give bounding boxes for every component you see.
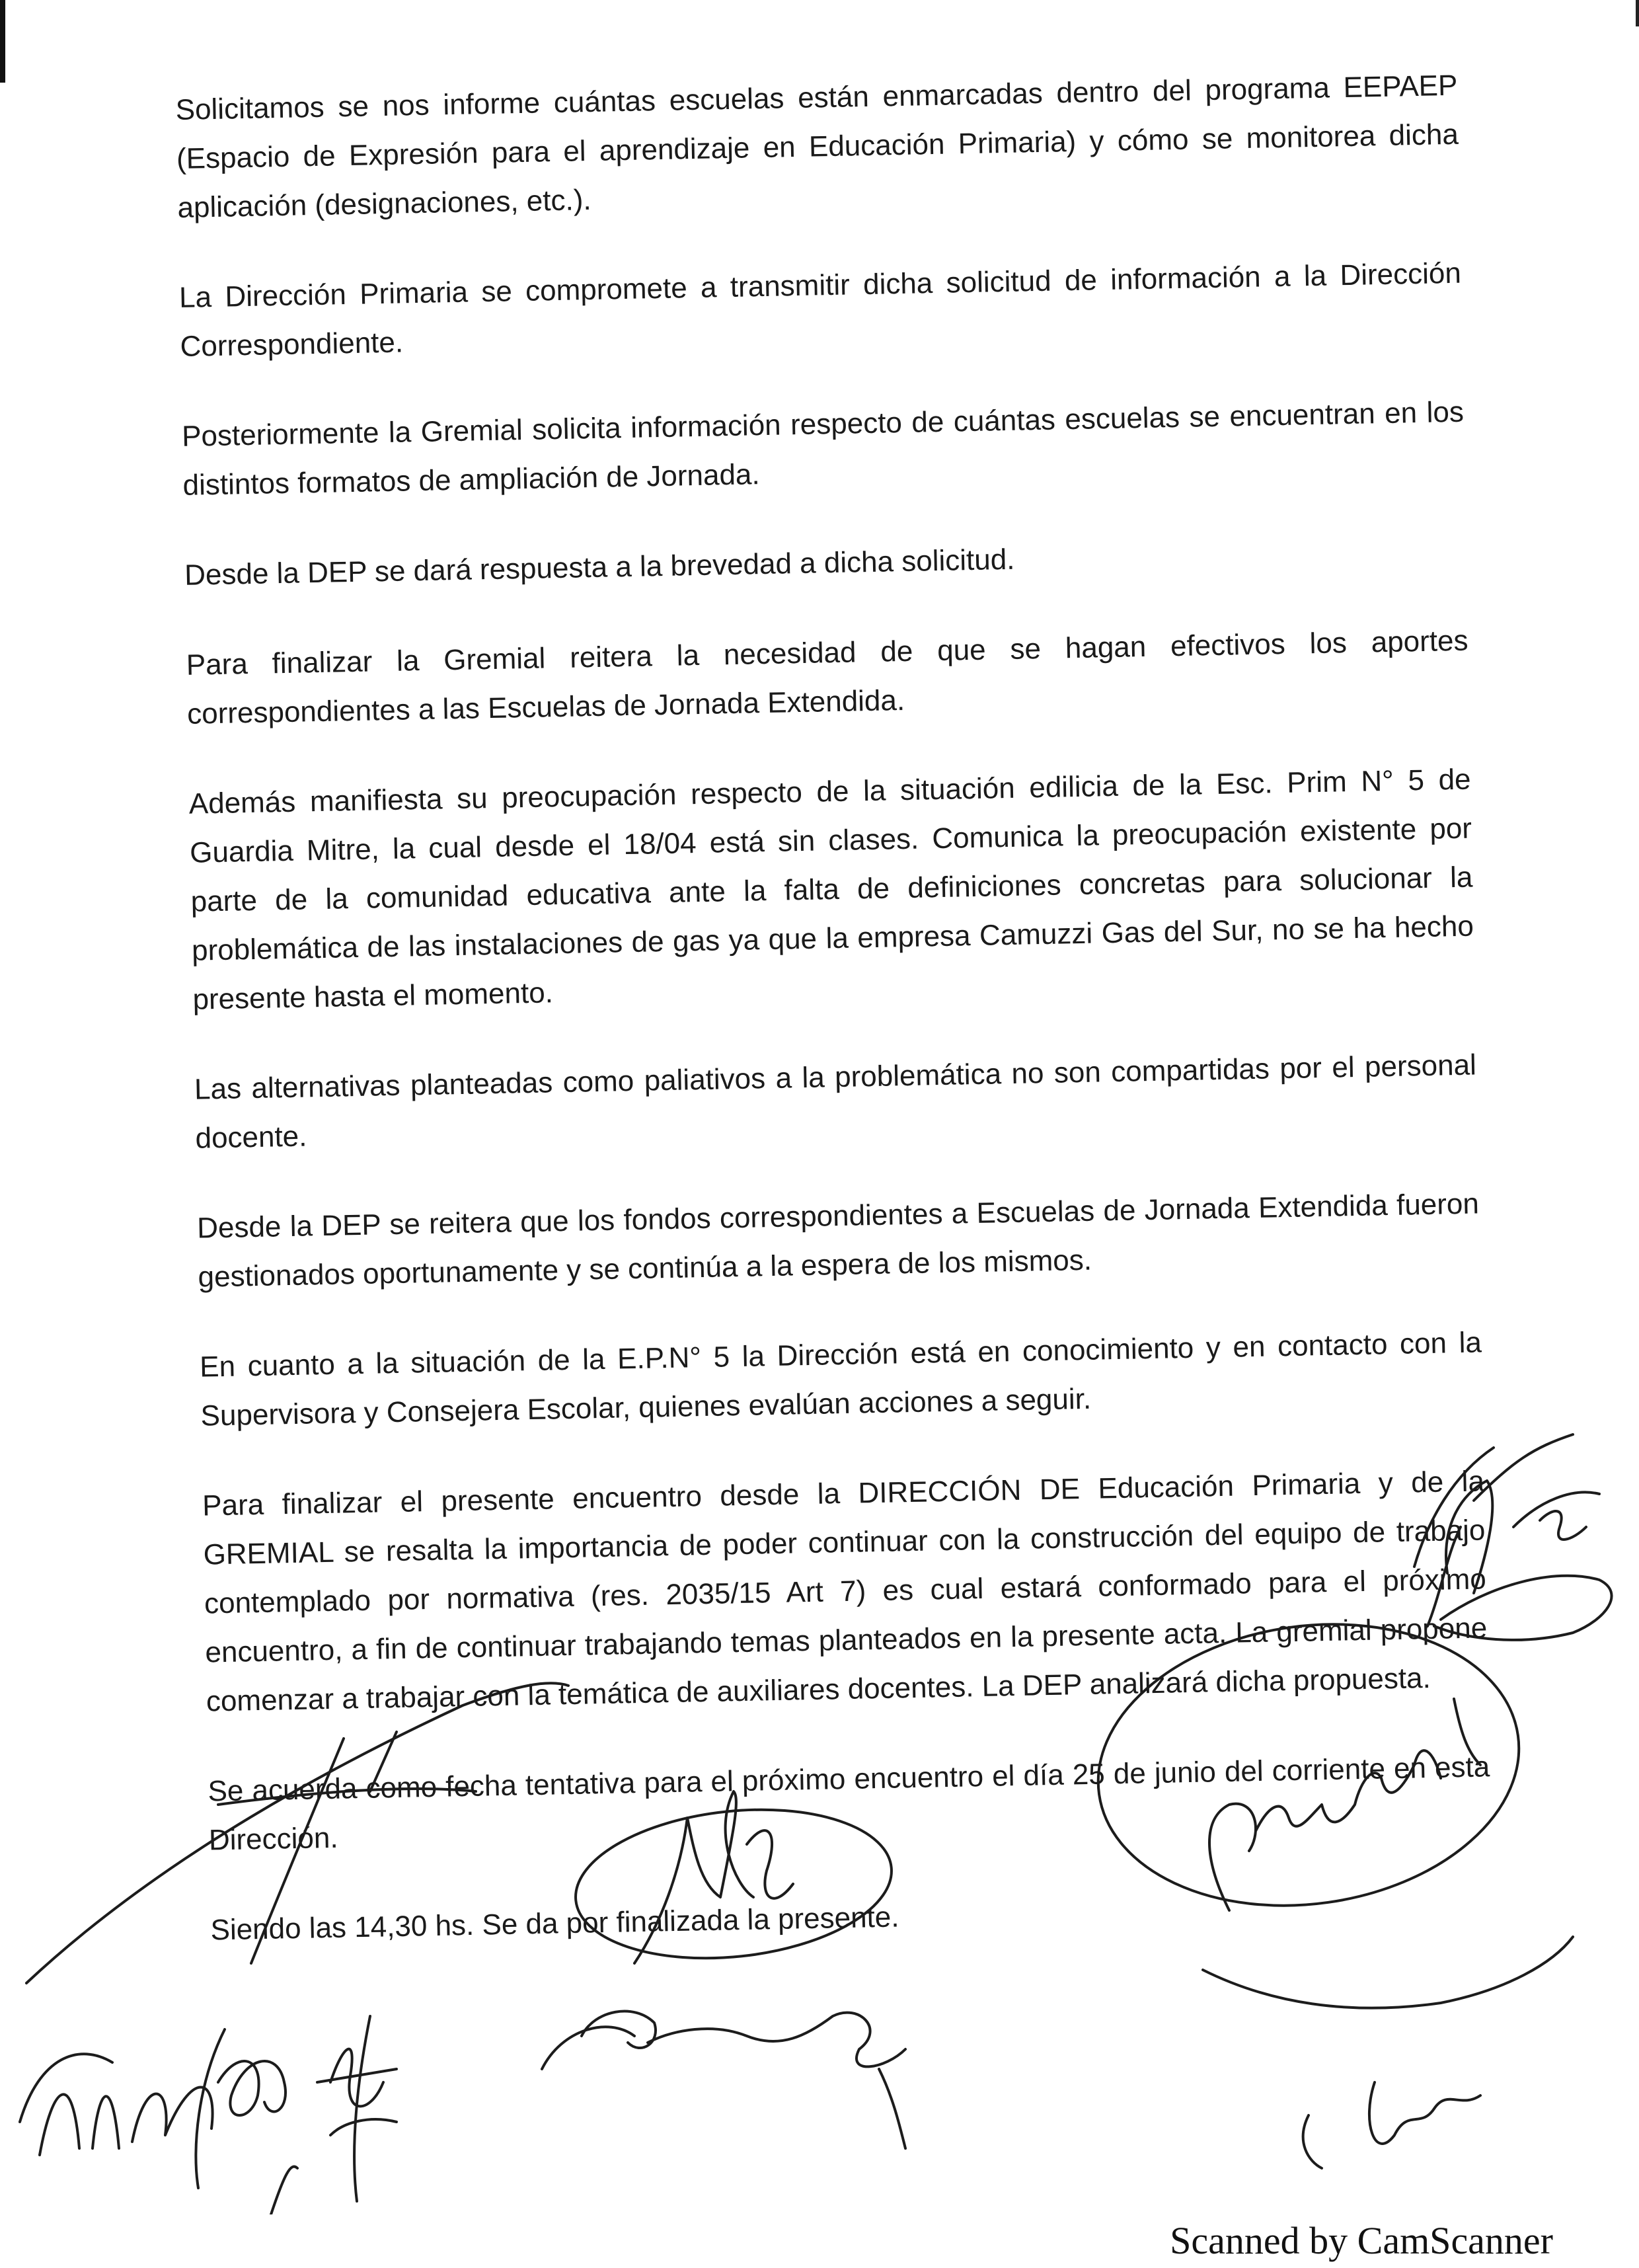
signatures-area <box>0 1421 1639 2214</box>
paragraph-ep-5-situation: En cuanto a la situación de la E.P.N° 5 la Dirección está en conocimiento y en contacto con la Supervisora y Consejera Escolar, quienes evalúan acciones a seguir. <box>199 1326 1482 1432</box>
paragraph-esc-prim-5-concern: Además manifiesta su preocupación respecto de la situación edilicia de la Esc. Prim N° 5 de Guardia Mitre, la cual desde el 18/04 está sin clases. Comunica la preocupación existente por parte de la comunidad educativa ante la falta de definiciones concretas para solucionar la problemática de las instalaciones de gas ya que la empresa Camuzzi Gas del Sur, no se ha hecho presente hasta el momento. <box>188 763 1474 1016</box>
paragraph-direction-commitment: La Dirección Primaria se compromete a transmitir dicha solicitud de información a la Dirección Correspondiente. <box>178 256 1462 363</box>
paragraph-dep-response: Desde la DEP se dará respuesta a la brevedad a dicha solicitud. <box>184 543 1015 592</box>
signature-middle-oval <box>542 1791 905 2148</box>
scan-edge-left <box>0 0 5 83</box>
paragraph-aportes: Para finalizar la Gremial reitera la necesidad de que se hagan efectivos los aportes correspondientes a las Escuelas de Jornada Extendida. <box>186 624 1468 730</box>
signature-left-large <box>20 1683 568 2188</box>
paragraph-jornada-request: Posteriormente la Gremial solicita información respecto de cuántas escuelas se encuentran en los distintos formatos de ampliación de Jornada. <box>181 395 1465 502</box>
paragraph-eepaep-request: Solicitamos se nos informe cuántas escuelas están enmarcadas dentro del programa EEPAEP (Espacio de Expresión para el aprendizaje en Educación Primaria) y cómo se monitorea dicha aplicación (designaciones, etc.). <box>175 69 1459 224</box>
signature-middle-left <box>271 2016 397 2214</box>
paragraph-fondos: Desde la DEP se reitera que los fondos correspondientes a Escuelas de Jornada Extendida fueron gestionados oportunamente y se continúa a la espera de los mismos. <box>196 1187 1480 1294</box>
signature-right-circle <box>1080 1598 1573 2168</box>
paragraph-alternativas: Las alternativas planteadas como paliativos a la problemática no son compartidas por el personal docente. <box>194 1048 1477 1155</box>
paragraph-next-meeting: Se acuerda como fecha tentativa para el próximo encuentro el día 25 de junio del corriente en esta Dirección. <box>208 1750 1490 1857</box>
camscanner-watermark: Scanned by CamScanner <box>1170 2219 1553 2262</box>
paragraph-closing-team: Para finalizar el presente encuentro desde la DIRECCIÓN DE Educación Primaria y de la GREMIAL se resalta la importancia de poder continuar con la construcción del equipo de trabajo contemplado por normativa (res. 2035/15 Art 7) es cual estará conformado para el próximo encuentro, a fin de continuar trabajando temas planteados en la presente acta. La gremial propone comenzar a trabajar con la temática de auxiliares docentes. La DEP analizará dicha propuesta. <box>202 1465 1488 1718</box>
signature-top-right <box>1414 1434 1612 1640</box>
scan-edge-right <box>1636 0 1639 26</box>
paragraph-end-time: Siendo las 14,30 hs. Se da por finalizada la presente. <box>210 1900 899 1947</box>
